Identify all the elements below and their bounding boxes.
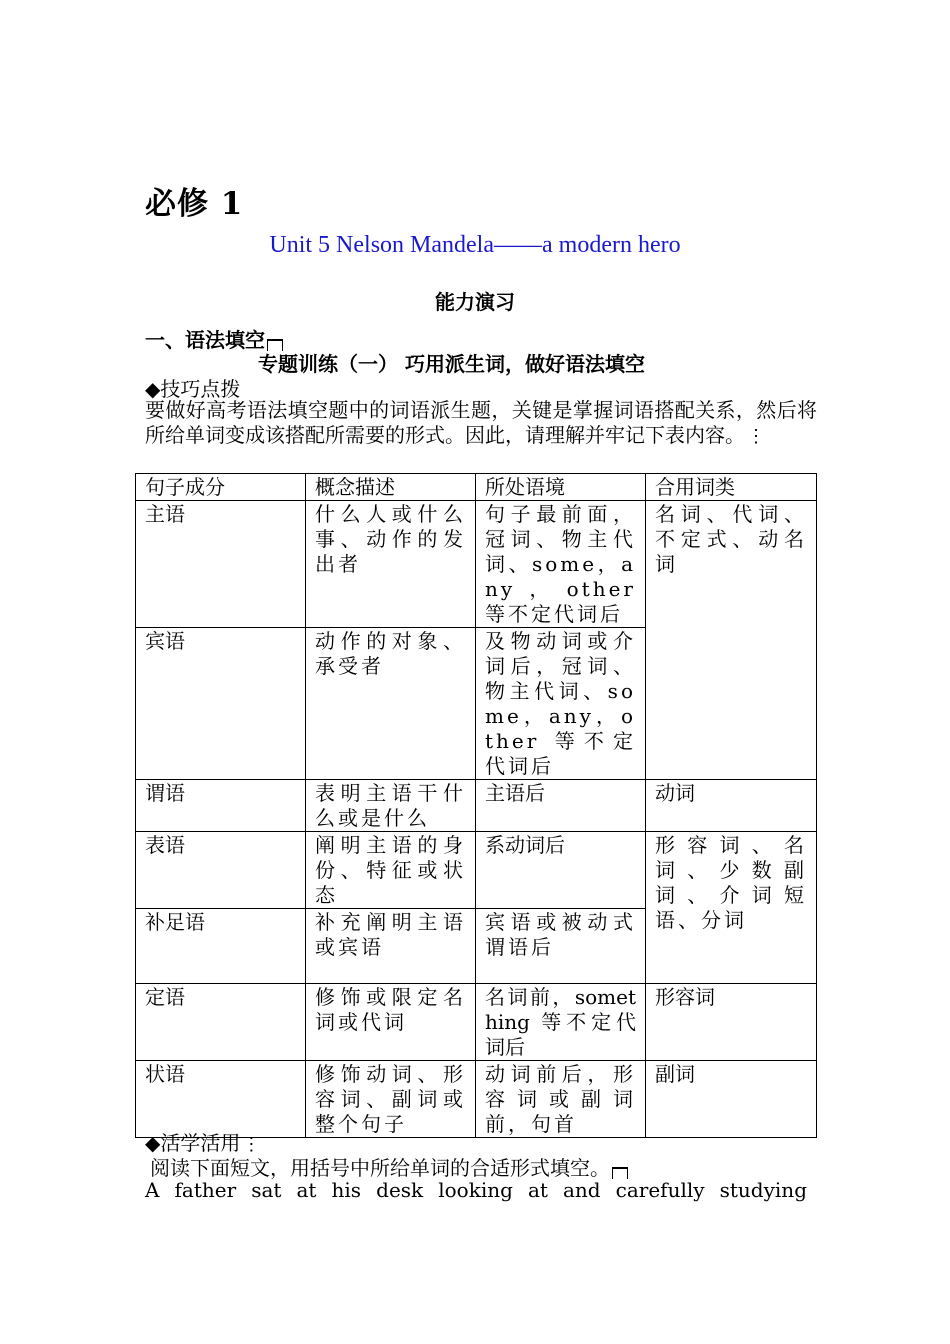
context-cell: 名词前，something 等不定代词后 bbox=[476, 984, 646, 1061]
vertical-dots-icon: ⋮ bbox=[242, 1134, 261, 1155]
word-class-cell: 形容词、名词、少数副词、介词短语、分词 bbox=[646, 832, 817, 984]
table-header-row bbox=[136, 474, 817, 501]
description-cell: 表明主语干什么或是什么 bbox=[306, 780, 476, 832]
context-cell: 主语后 bbox=[476, 780, 646, 832]
component-cell: 谓语 bbox=[136, 780, 306, 832]
description-cell: 阐明主语的身份、特征或状态 bbox=[306, 832, 476, 909]
practice-instruction bbox=[150, 1152, 628, 1181]
unit-title: Unit 5 Nelson Mandela——a modern hero bbox=[269, 232, 681, 258]
word-class-cell: 副词 bbox=[646, 1061, 817, 1138]
description-cell: 补充阐明主语或宾语 bbox=[306, 909, 476, 984]
context-cell: 系动词后 bbox=[476, 832, 646, 909]
vertical-dots-icon: ⋮ bbox=[747, 426, 765, 447]
component-cell: 表语 bbox=[136, 832, 306, 909]
table-header-cell: 所处语境 bbox=[476, 474, 646, 501]
component-cell: 状语 bbox=[136, 1061, 306, 1138]
book-title: 必修 1 bbox=[145, 186, 244, 222]
topic-title: 专题训练（一） 巧用派生词，做好语法填空 bbox=[258, 352, 645, 376]
table-row bbox=[136, 780, 817, 832]
tips-paragraph bbox=[145, 398, 817, 449]
word-class-cell: 名词、代词、不定式、动名词 bbox=[646, 501, 817, 780]
word-class-cell: 动词 bbox=[646, 780, 817, 832]
passage-first-line: A father sat at his desk looking at and carefully studying bbox=[145, 1178, 807, 1202]
component-cell: 主语 bbox=[136, 501, 306, 628]
table-header-cell: 合用词类 bbox=[646, 474, 817, 501]
component-cell: 宾语 bbox=[136, 628, 306, 780]
table-row bbox=[136, 832, 817, 909]
description-cell: 修饰动词、形容词、副词或整个句子 bbox=[306, 1061, 476, 1138]
context-cell: 及物动词或介词后，冠词、物主代词、some，any，other 等不定代词后 bbox=[476, 628, 646, 780]
context-cell: 宾语或被动式谓语后 bbox=[476, 909, 646, 984]
word-class-cell: 形容词 bbox=[646, 984, 817, 1061]
table-header-cell: 句子成分 bbox=[136, 474, 306, 501]
description-cell: 修饰或限定名词或代词 bbox=[306, 984, 476, 1061]
part-title-text: 一、语法填空 bbox=[145, 328, 265, 352]
grammar-table bbox=[135, 473, 817, 1138]
context-cell: 动词前后，形容词或副词前，句首 bbox=[476, 1061, 646, 1138]
practice-instruction-text: 阅读下面短文，用括号中所给单词的合适形式填空。 bbox=[150, 1156, 610, 1180]
context-cell: 句子最前面，冠词、物主代词、some，any，other 等不定代词后 bbox=[476, 501, 646, 628]
section-title: 能力演习 bbox=[435, 290, 515, 314]
practice-heading-text: ◆活学活用 bbox=[145, 1131, 241, 1155]
description-cell: 什么人或什么事、动作的发出者 bbox=[306, 501, 476, 628]
description-cell: 动作的对象、承受者 bbox=[306, 628, 476, 780]
component-cell: 补足语 bbox=[136, 909, 306, 984]
tips-heading-text: ◆技巧点拨 bbox=[145, 377, 241, 401]
tips-text: 要做好高考语法填空题中的词语派生题，关键是掌握词语搭配关系，然后将所给单词变成该搭配所需要的形式。因此，请理解并牢记下表内容。 bbox=[145, 398, 817, 447]
table-row bbox=[136, 501, 817, 628]
table-header-cell: 概念描述 bbox=[306, 474, 476, 501]
table-row bbox=[136, 1061, 817, 1138]
component-cell: 定语 bbox=[136, 984, 306, 1061]
table-row bbox=[136, 984, 817, 1061]
